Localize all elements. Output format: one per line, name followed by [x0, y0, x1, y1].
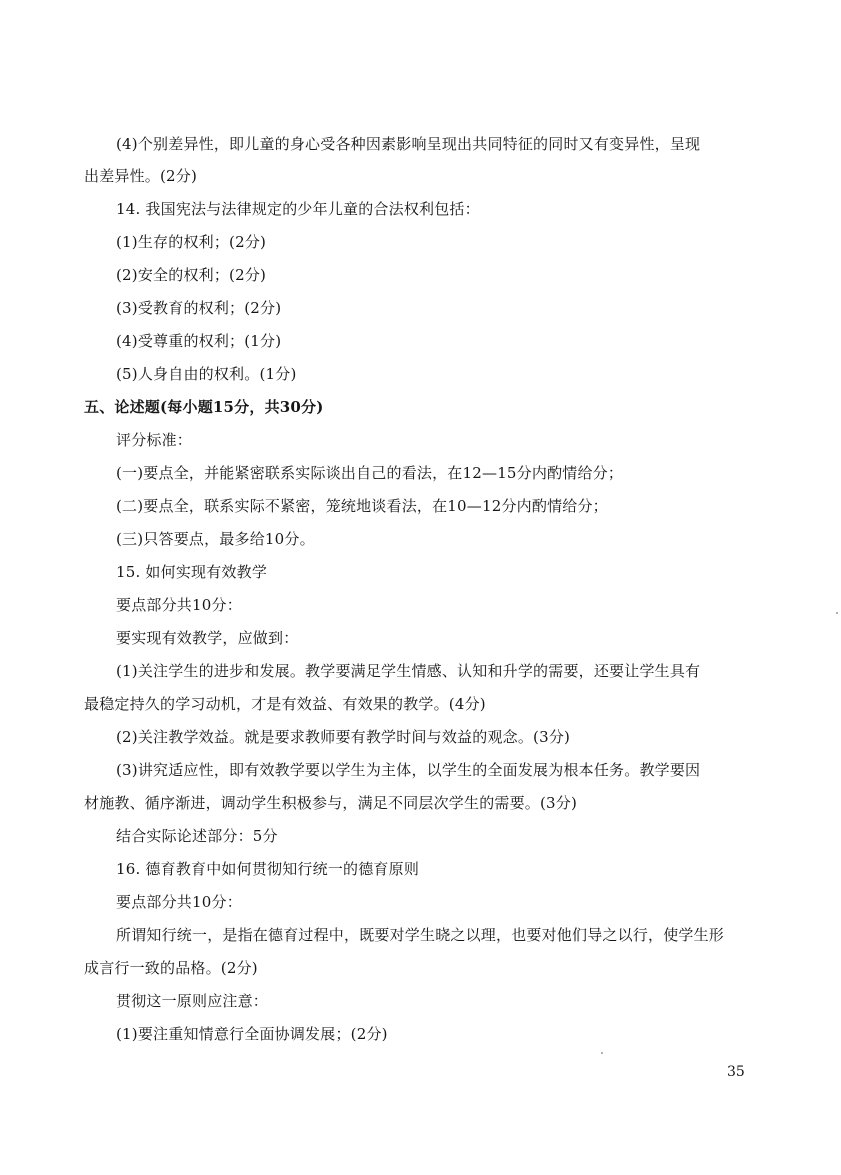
text-line: 出差异性。(2分): [84, 167, 198, 185]
question-title: 15. 如何实现有效教学: [116, 563, 268, 581]
page-number: 35: [727, 1064, 745, 1080]
text-line: 材施教、循序渐进，调动学生积极参与，满足不同层次学生的需要。(3分): [84, 794, 578, 812]
section-heading: 五、论述题(每小题15分，共30分): [84, 398, 324, 416]
text-line: 要实现有效教学，应做到：: [116, 629, 299, 647]
text-line: (2)关注教学效益。就是要求教师要有教学时间与效益的观念。(3分): [116, 728, 571, 746]
text-line: 成言行一致的品格。(2分): [84, 959, 258, 977]
text-line: (3)讲究适应性，即有效教学要以学生为主体，以学生的全面发展为根本任务。教学要因: [116, 761, 701, 779]
text-line: 最稳定持久的学习动机，才是有效益、有效果的教学。(4分): [84, 695, 486, 713]
text-line: 14. 我国宪法与法律规定的少年儿童的合法权利包括：: [116, 200, 480, 218]
text-line: (2)安全的权利；(2分): [116, 266, 267, 284]
text-line: (4)受尊重的权利；(1分): [116, 332, 282, 350]
text-line: 贯彻这一原则应注意：: [116, 992, 269, 1010]
text-line: 要点部分共10分：: [116, 596, 242, 614]
text-line: 评分标准：: [116, 431, 193, 449]
text-line: 结合实际论述部分：5分: [116, 827, 278, 845]
text-line: 要点部分共10分：: [116, 893, 242, 911]
text-line: (1)关注学生的进步和发展。教学要满足学生情感、认知和升学的需要，还要让学生具有: [116, 662, 701, 680]
scan-speck: [601, 1052, 603, 1054]
text-line: (3)受教育的权利；(2分): [116, 299, 282, 317]
text-line: (一)要点全，并能紧密联系实际谈出自己的看法，在12—15分内酌情给分；: [116, 464, 624, 482]
scan-speck: [836, 612, 838, 614]
text-line: (三)只答要点，最多给10分。: [116, 530, 315, 548]
text-line: (1)生存的权利；(2分): [116, 233, 267, 251]
text-line: (5)人身自由的权利。(1分): [116, 365, 297, 383]
text-line: (1)要注重知情意行全面协调发展；(2分): [116, 1025, 388, 1043]
text-line: (4)个别差异性，即儿童的身心受各种因素影响呈现出共同特征的同时又有变异性，呈现: [116, 135, 701, 153]
question-title: 16. 德育教育中如何贯彻知行统一的德育原则: [116, 860, 420, 878]
text-line: 所谓知行统一，是指在德育过程中，既要对学生晓之以理，也要对他们导之以行，使学生形: [116, 926, 725, 944]
text-line: (二)要点全，联系实际不紧密，笼统地谈看法，在10—12分内酌情给分；: [116, 497, 608, 515]
